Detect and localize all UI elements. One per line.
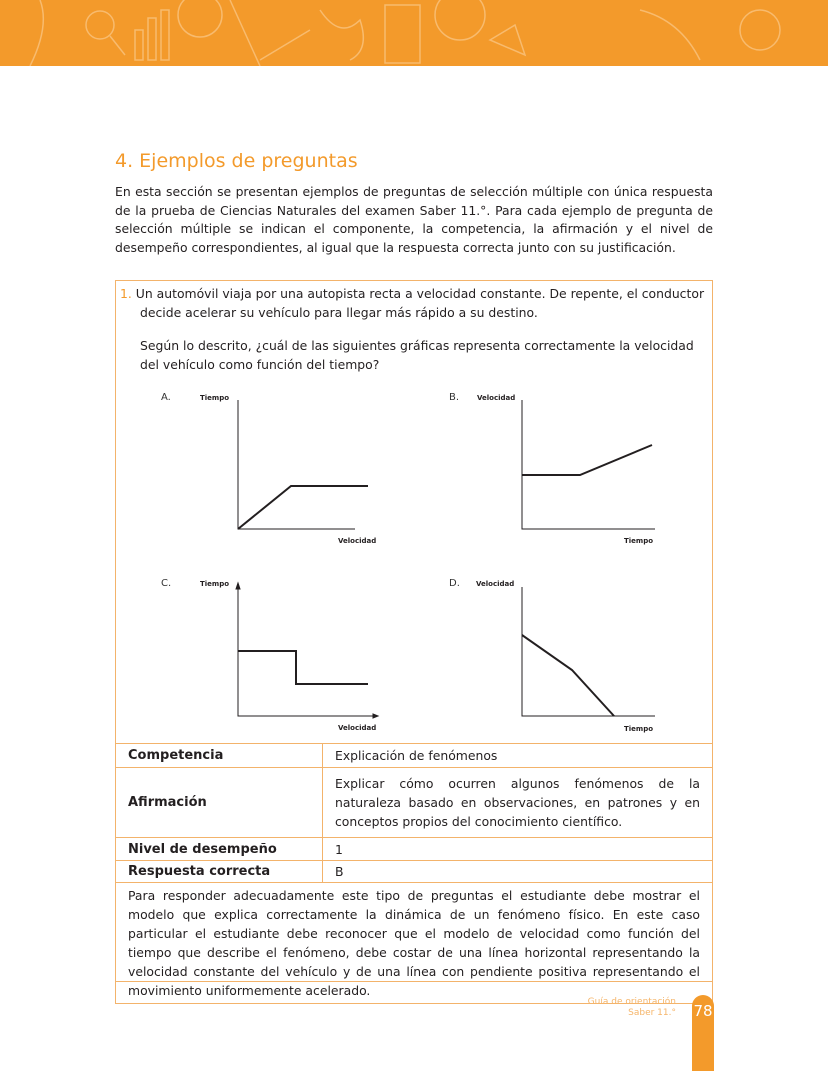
axes: [522, 587, 655, 716]
x-axis-label: Tiempo: [624, 537, 654, 545]
guide-subtitle: Saber 11.°: [628, 1008, 676, 1018]
respuesta-label: Respuesta correcta: [116, 861, 323, 883]
guide-title: Guía de orientación: [587, 997, 676, 1007]
nivel-value: 1: [323, 838, 713, 861]
graph-option-b[interactable]: [449, 392, 655, 545]
graph-line: [238, 486, 368, 529]
graph-option-c[interactable]: [161, 578, 378, 732]
afirmacion-label: Afirmación: [116, 768, 323, 838]
competencia-value: Explicación de fenómenos: [323, 744, 713, 768]
x-axis-label: Velocidad: [338, 724, 377, 732]
graph-line: [238, 651, 368, 684]
graph-line: [522, 635, 614, 716]
graph-option-d[interactable]: [449, 578, 655, 733]
option-letter: A.: [161, 392, 171, 403]
option-letter: B.: [449, 392, 460, 403]
question-info-table: [115, 743, 713, 1004]
y-axis-label: Tiempo: [200, 394, 230, 402]
respuesta-value: B: [323, 861, 713, 883]
option-letter: C.: [161, 578, 172, 589]
afirmacion-value: Explicar cómo ocurren algunos fenómenos de la naturaleza basado en observaciones, en patrones y en conceptos propios del conocimiento científico.: [323, 768, 713, 838]
x-axis-label: Tiempo: [624, 725, 654, 733]
footer-guide: [588, 997, 676, 1019]
graph-option-a[interactable]: [161, 392, 376, 545]
axes: [522, 400, 655, 529]
question-stem: Un automóvil viaja por una autopista recta a velocidad constante. De repente, el conductor decide acelerar su vehículo para llegar más rápido a su destino.: [135, 286, 705, 320]
y-axis-label: Velocidad: [476, 580, 515, 588]
question-number: 1.: [120, 286, 132, 301]
x-axis-label: Velocidad: [338, 537, 377, 545]
justificacion: Para responder adecuadamente este tipo de preguntas el estudiante debe mostrar el modelo que explica correctamente la dinámica de un fenómeno físico. En este caso particular el estudiante debe reconocer que el modelo de velocidad como función del tiempo que describe el fenómeno, debe costar de una línea horizontal representando la velocidad constante del vehículo y de una línea con pendiente positiva representando el movimiento uniformemente acelerado.: [116, 883, 713, 1004]
y-axis-label: Tiempo: [200, 580, 230, 588]
competencia-label: Competencia: [116, 744, 323, 768]
y-axis-label: Velocidad: [477, 394, 516, 402]
axes: [238, 400, 355, 529]
nivel-label: Nivel de desempeño: [116, 838, 323, 861]
page-number: 78: [692, 995, 714, 1071]
question-prompt: Según lo descrito, ¿cuál de las siguientes gráficas representa correctamente la velocidad del vehículo como función del tiempo?: [140, 338, 694, 372]
graph-line: [522, 445, 652, 475]
section-title: 4. Ejemplos de preguntas: [115, 150, 358, 172]
option-letter: D.: [449, 578, 460, 589]
section-intro: En esta sección se presentan ejemplos de preguntas de selección múltiple con única respuesta de la prueba de Ciencias Naturales del examen Saber 11.°. Para cada ejemplo de pregunta de selección múltiple se indican el componente, la competencia, la afirmación y el nivel de desempeño correspondientes, al igual que la respuesta correcta junto con su justificación.: [115, 184, 713, 255]
